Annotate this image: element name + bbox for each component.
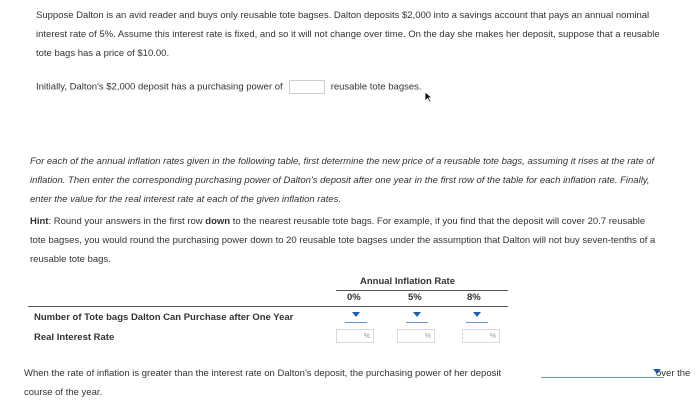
hint-text-c: to the nearest reusable tote bags. For example, if you find that the deposit will cover 20.7 reusable <box>230 216 646 227</box>
purchasing-power-question <box>36 80 422 94</box>
instructions-line-1: For each of the annual inflation rates given in the following table, first determine the new price of a reusable tote bags, assuming it rises at the rate of <box>30 156 655 167</box>
hint-paragraph <box>30 212 695 269</box>
purchasing-power-input[interactable] <box>289 80 325 94</box>
chevron-down-icon <box>352 312 360 317</box>
purchasing-power-change-dropdown[interactable] <box>541 366 664 378</box>
real-rate-5pct-input[interactable]: % <box>397 329 435 343</box>
question-suffix: reusable tote bagses. <box>330 81 422 93</box>
hint-line-3: reusable tote bags. <box>30 254 111 265</box>
hint-emphasis: down <box>205 216 231 227</box>
chevron-down-icon <box>413 312 421 317</box>
row-label-tote-bags: Number of Tote bags Dalton Can Purchase after One Year <box>34 312 294 323</box>
row-label-real-interest: Real Interest Rate <box>34 332 115 343</box>
final-question-suffix: over the <box>656 368 691 379</box>
tote-bags-8pct-dropdown[interactable] <box>466 310 488 323</box>
column-header-5: 5% <box>408 292 422 303</box>
hint-label: Hint <box>30 216 49 227</box>
instructions-line-3: enter the value for the real interest rate at each of the given inflation rates. <box>30 194 342 205</box>
intro-line-2: interest rate of 5%. Assume this interest rate is fixed, and so it will not change over time. On the day she makes her deposit, suppose that a reusable <box>36 29 660 40</box>
intro-line-3: tote bags has a price of $10.00. <box>36 48 170 59</box>
table-group-header: Annual Inflation Rate <box>360 276 455 287</box>
tote-bags-0pct-dropdown[interactable] <box>345 310 367 323</box>
table-header-rule <box>336 290 508 291</box>
instructions-line-2: inflation. Then enter the corresponding purchasing power of Dalton's deposit after one year in the first row of the table for each inflation rate. Finally, <box>30 175 650 186</box>
table-body-rule <box>28 306 508 307</box>
column-header-8: 8% <box>467 292 481 303</box>
hint-line-2: tote bagses, you would round the purchasing power down to 20 reusable tote bagses under the assumption that Dalton will not buy seven-tenths of a <box>30 235 656 246</box>
column-header-0: 0% <box>347 292 361 303</box>
hint-text-a: : Round your answers in the first row <box>48 216 206 227</box>
instructions-paragraph <box>30 152 695 209</box>
tote-bags-5pct-dropdown[interactable] <box>406 310 428 323</box>
question-prefix: Initially, Dalton's $2,000 deposit has a purchasing power of <box>36 81 283 93</box>
hint-line-1 <box>30 212 695 231</box>
chevron-down-icon <box>473 312 481 317</box>
mouse-cursor-icon <box>424 91 433 103</box>
real-rate-8pct-input[interactable]: % <box>462 329 500 343</box>
real-rate-0pct-input[interactable]: % <box>336 329 374 343</box>
final-question-line2: course of the year. <box>24 387 103 398</box>
intro-line-1: Suppose Dalton is an avid reader and buys only reusable tote bagses. Dalton deposits $2,000 into a savings account that pays an annual nominal <box>36 10 650 21</box>
intro-paragraph <box>36 6 696 63</box>
final-question-line1: When the rate of inflation is greater than the interest rate on Dalton's deposit, the purchasing power of her deposit <box>24 368 502 379</box>
